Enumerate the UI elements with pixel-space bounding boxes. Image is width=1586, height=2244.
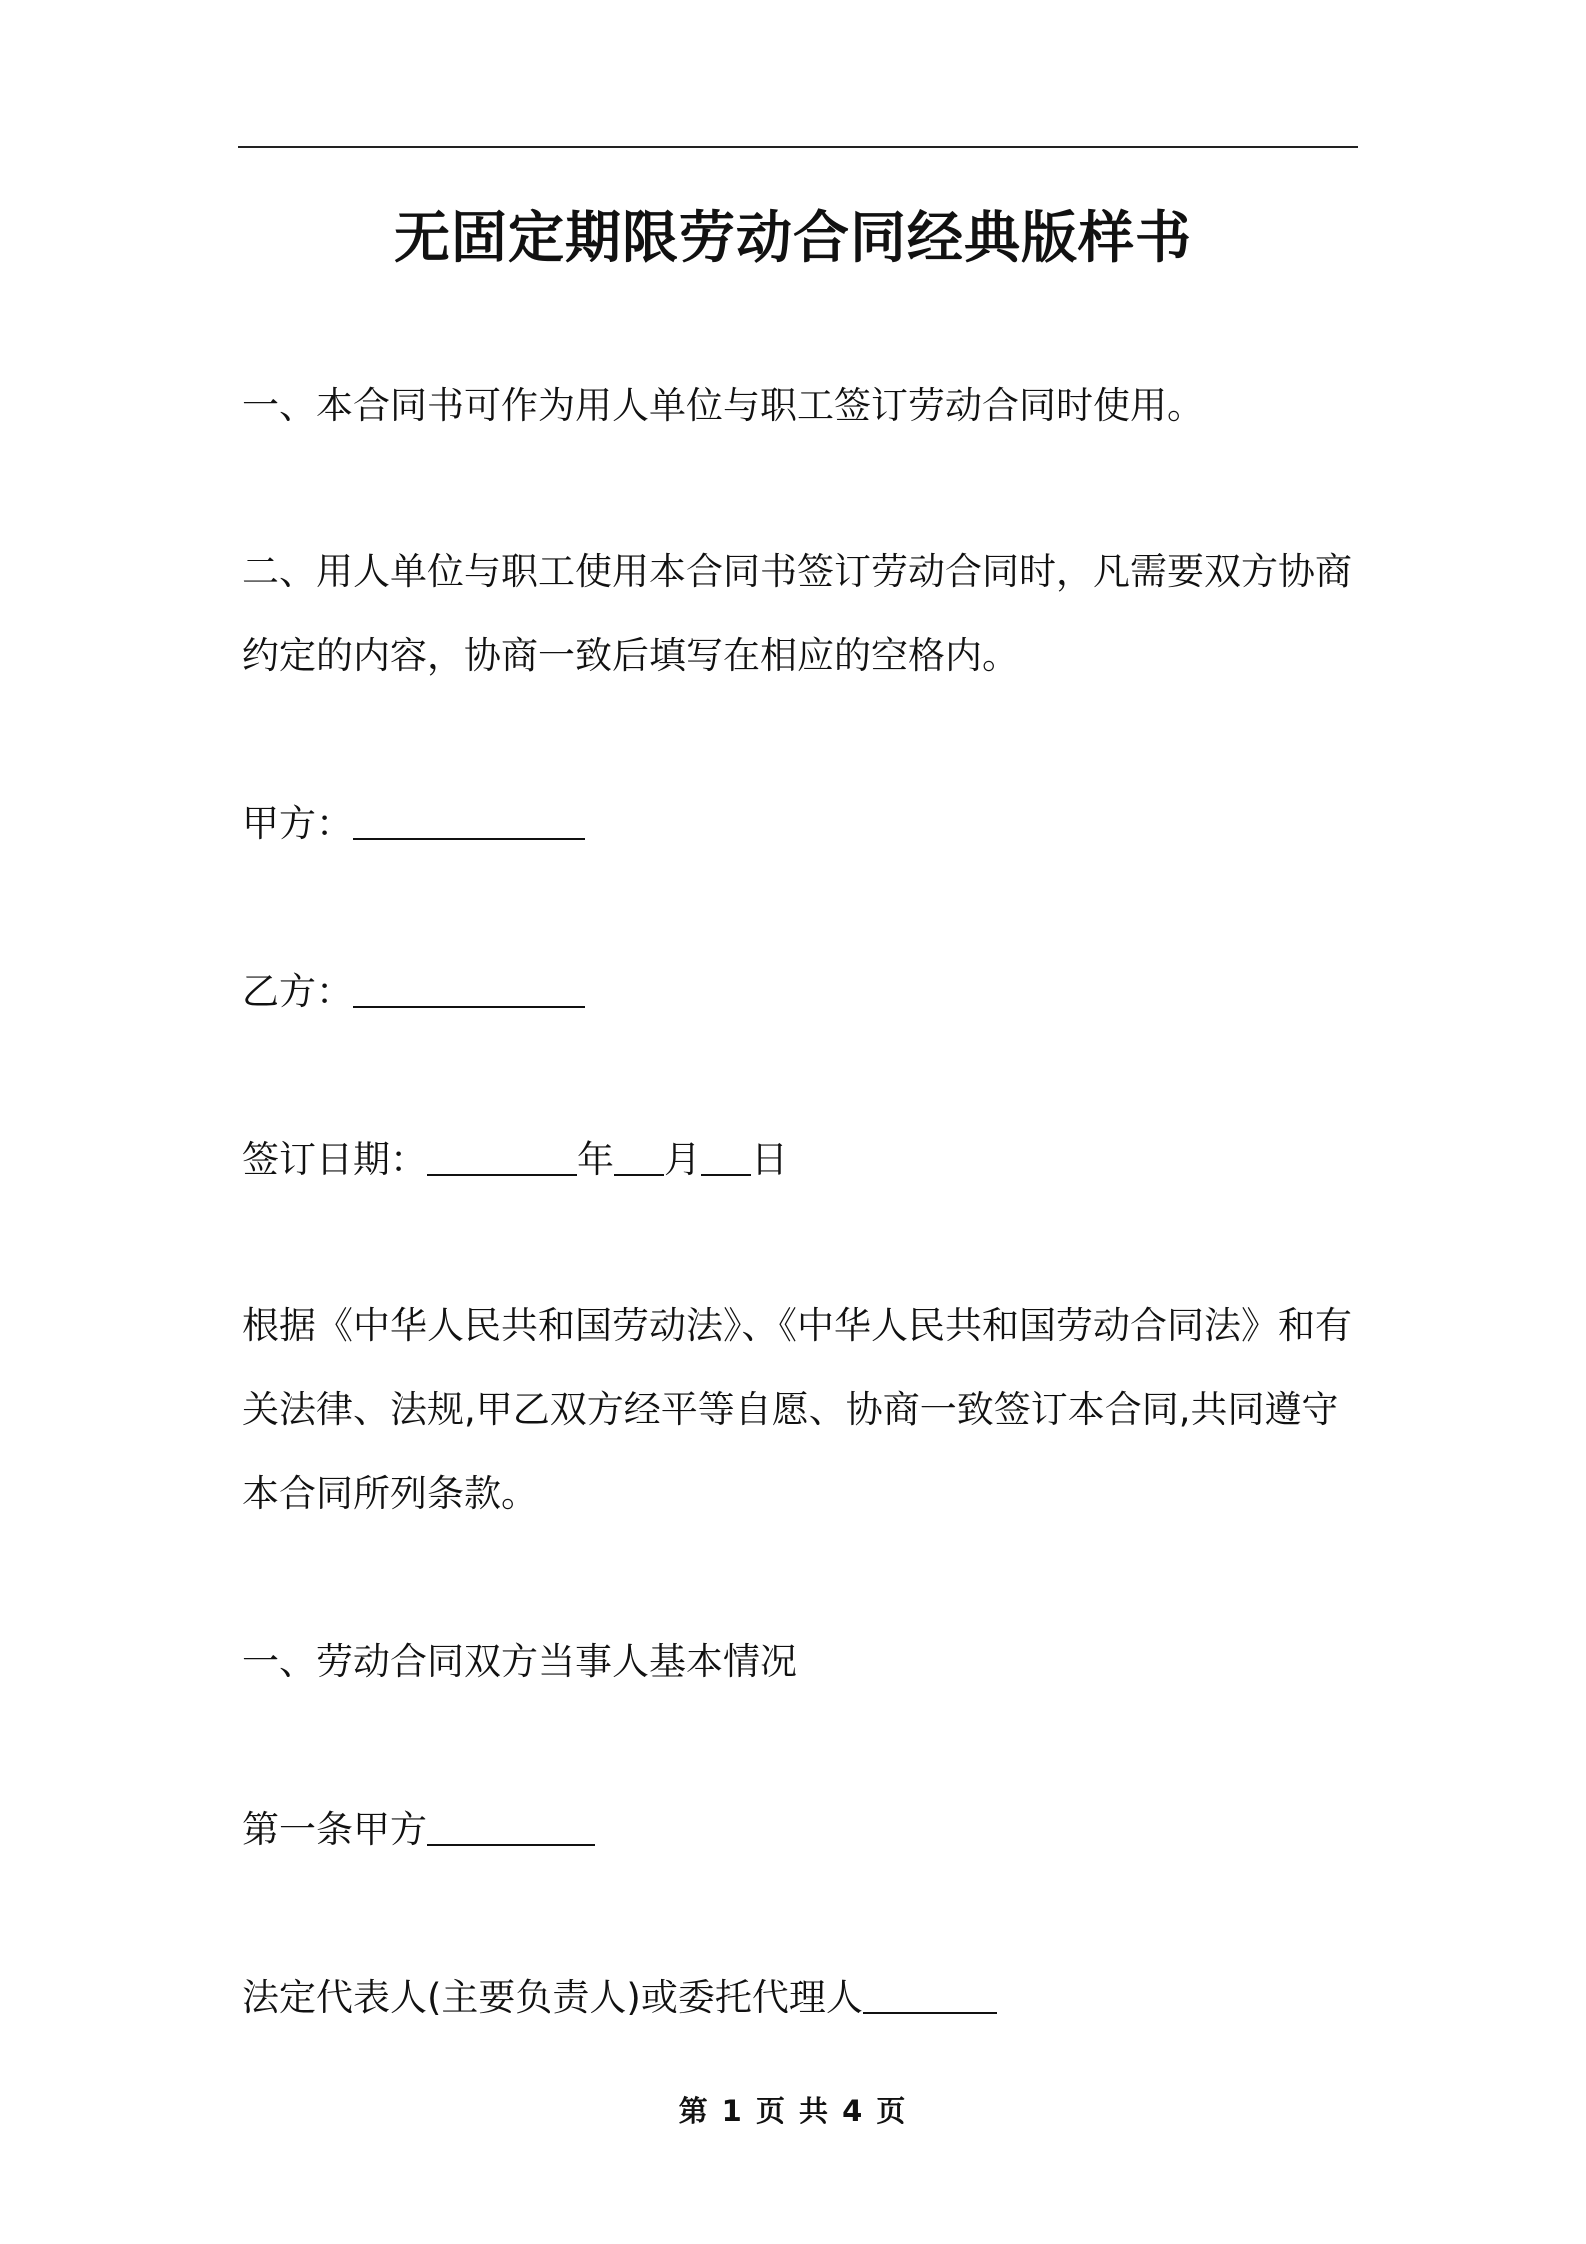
section-heading-basic-info: 一、劳动合同双方当事人基本情况 <box>242 1640 797 1683</box>
party-b-row <box>242 968 1362 1016</box>
paragraph-legal-basis-line2: 关法律、法规,甲乙双方经平等自愿、协商一致签订本合同,共同遵守 <box>242 1388 1339 1431</box>
legal-rep-blank[interactable] <box>863 1976 997 2014</box>
party-a-label: 甲方： <box>242 802 353 845</box>
paragraph-fill-note-line2: 约定的内容，协商一致后填写在相应的空格内。 <box>242 634 1019 677</box>
sign-year-blank[interactable] <box>427 1138 577 1176</box>
paragraph-legal-basis-line3: 本合同所列条款。 <box>242 1472 538 1515</box>
party-b-blank[interactable] <box>353 970 585 1008</box>
party-a-blank[interactable] <box>353 802 585 840</box>
sign-day-label: 日 <box>751 1138 788 1181</box>
legal-rep-label: 法定代表人(主要负责人)或委托代理人 <box>242 1976 863 2019</box>
paragraph-legal-basis-line1: 根据《中华人民共和国劳动法》、《中华人民共和国劳动合同法》和有 <box>242 1304 1352 1347</box>
page-footer: 第 1 页 共 4 页 <box>678 2094 908 2128</box>
sign-day-blank[interactable] <box>701 1138 751 1176</box>
party-a-row <box>242 800 1362 848</box>
sign-year-label: 年 <box>577 1138 614 1181</box>
legal-rep-row <box>242 1974 1362 2022</box>
article1-blank[interactable] <box>427 1808 595 1846</box>
sign-month-label: 月 <box>664 1138 701 1181</box>
document-title: 无固定期限劳动合同经典版样书 <box>394 206 1192 271</box>
paragraph-fill-note-line1: 二、用人单位与职工使用本合同书签订劳动合同时，凡需要双方协商 <box>242 550 1352 593</box>
paragraph-usage-note: 一、本合同书可作为用人单位与职工签订劳动合同时使用。 <box>242 384 1204 427</box>
sign-date-row <box>242 1136 1362 1184</box>
sign-date-label: 签订日期： <box>242 1138 427 1181</box>
top-rule <box>238 146 1358 148</box>
article1-label: 第一条甲方 <box>242 1808 427 1851</box>
party-b-label: 乙方： <box>242 970 353 1013</box>
sign-month-blank[interactable] <box>614 1138 664 1176</box>
article1-row <box>242 1806 1362 1854</box>
